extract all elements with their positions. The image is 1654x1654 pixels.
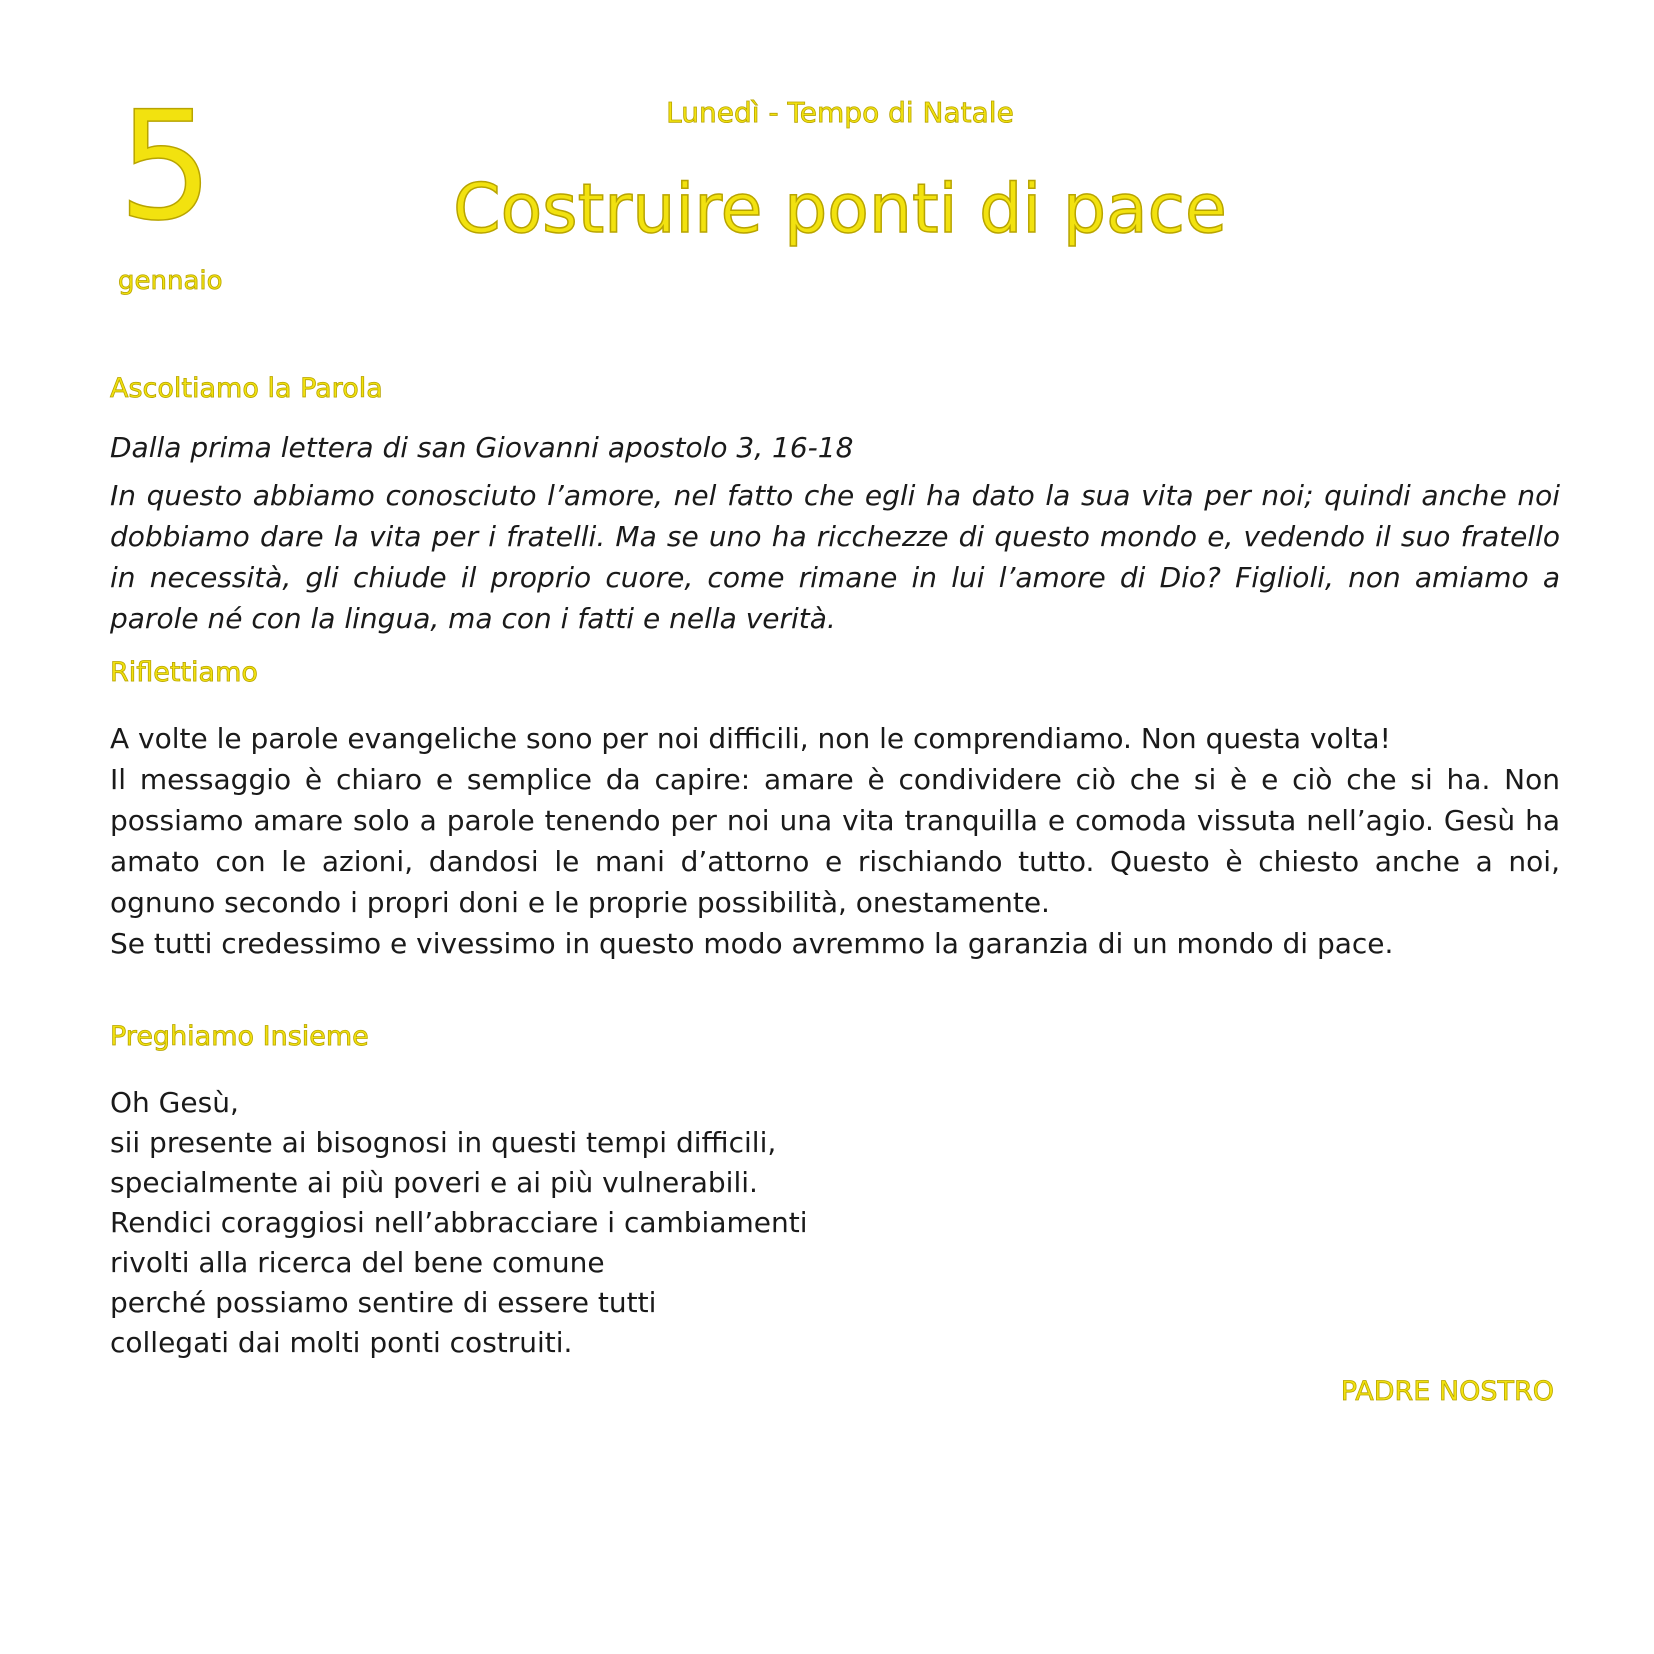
reflection-paragraph: Il messaggio è chiaro e semplice da capire: amare è condividere ciò che si è e ciò che si ha. Non possiamo amare solo a parole tenendo per noi una vita tranquilla e comoda vissuta nell’agio. Gesù ha amato con le azioni, dandosi le mani d’attorno e rischiando tutto. Questo è chiesto anche a noi, ognuno secondo i propri doni e le proprie possibilità, onestamente. bbox=[110, 763, 1560, 919]
reflection-paragraph: A volte le parole evangeliche sono per noi difficili, non le comprendiamo. Non questa volta! bbox=[110, 722, 1391, 755]
prayer-line: perché possiamo sentire di essere tutti bbox=[110, 1286, 657, 1319]
prayer-line: Oh Gesù, bbox=[110, 1086, 239, 1119]
prayer-line: Rendici coraggiosi nell’abbracciare i cambiamenti bbox=[110, 1206, 808, 1239]
liturgical-subtitle: Lunedì - Tempo di Natale bbox=[666, 96, 1014, 129]
reflection-paragraph: Se tutti credessimo e vivessimo in questo modo avremmo la garanzia di un mondo di pace. bbox=[110, 927, 1394, 960]
month-label: gennaio bbox=[118, 266, 223, 296]
heading-pray: Preghiamo Insieme bbox=[110, 1021, 369, 1052]
reading-reference: Dalla prima lettera di san Giovanni apostolo 3, 16-18 bbox=[110, 431, 854, 464]
prayer-line: rivolti alla ricerca del bene comune bbox=[110, 1246, 605, 1279]
heading-reflect: Riflettiamo bbox=[110, 657, 258, 688]
reflection-body bbox=[110, 718, 1560, 964]
closing-prayer: PADRE NOSTRO bbox=[1340, 1376, 1554, 1407]
prayer-line: collegati dai molti ponti costruiti. bbox=[110, 1326, 573, 1359]
prayer-line: specialmente ai più poveri e ai più vulnerabili. bbox=[110, 1166, 758, 1199]
page-title: Costruire ponti di pace bbox=[453, 170, 1227, 249]
prayer-body bbox=[110, 1083, 808, 1363]
reading-text: In questo abbiamo conosciuto l’amore, nel fatto che egli ha dato la sua vita per noi; quindi anche noi dobbiamo dare la vita per i fratelli. Ma se uno ha ricchezze di questo mondo e, vedendo il suo fratello in necessità, gli chiude il proprio cuore, come rimane in lui l’amore di Dio? Figlioli, non amiamo a parole né con la lingua, ma con i fatti e nella verità. bbox=[110, 479, 1560, 635]
day-number: 5 bbox=[118, 80, 214, 254]
heading-listen: Ascoltiamo la Parola bbox=[110, 373, 383, 404]
prayer-line: sii presente ai bisognosi in questi tempi difficili, bbox=[110, 1126, 777, 1159]
